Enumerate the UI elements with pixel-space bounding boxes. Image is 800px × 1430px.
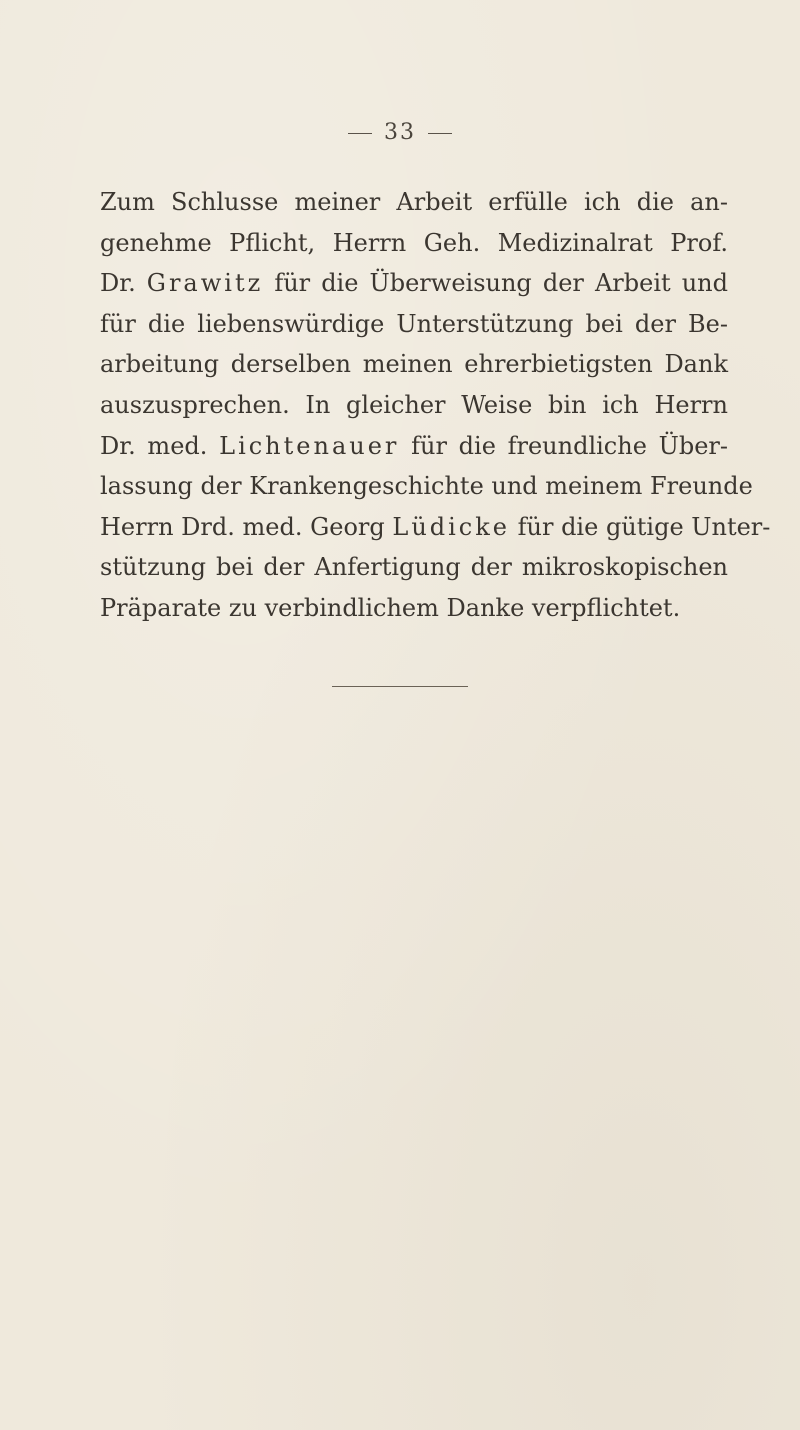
text-line-2: genehme Pflicht, Herrn Geh. Medizinalrat Prof. <box>100 228 728 257</box>
page-number-dash-right <box>428 133 452 134</box>
acknowledgement-paragraph <box>100 182 771 629</box>
name-lichtenauer: Lichtenauer <box>219 431 400 460</box>
section-end-rule <box>332 686 468 687</box>
text-line-1: Zum Schlusse meiner Arbeit erfülle ich die an- <box>100 188 728 216</box>
text-line-5: arbeitung derselben meinen ehrerbietigsten Dank <box>100 350 728 379</box>
text-line-7: Dr. med. Lichtenauer für die freundliche Über- <box>100 431 729 460</box>
page-number-dash-left <box>348 133 372 134</box>
name-grawitz: Grawitz <box>146 269 264 298</box>
text-line-6: auszusprechen. In gleicher Weise bin ich Herrn <box>100 390 728 419</box>
text-line-8: lassung der Krankengeschichte und meinem Freunde <box>100 472 753 501</box>
name-luedicke: Lüdicke <box>392 512 510 541</box>
page-number-value: 33 <box>384 120 416 145</box>
text-line-10: stützung bei der Anfertigung der mikroskopischen <box>100 553 728 582</box>
text-line-11: Präparate zu verbindlichem Danke verpflichtet. <box>100 593 681 622</box>
text-line-9: Herrn Drd. med. Georg Lüdicke für die gütige Unter- <box>100 512 771 541</box>
text-line-4: für die liebenswürdige Unterstützung bei der Be- <box>100 309 728 338</box>
page-number <box>0 120 800 145</box>
text-line-3: Dr. Grawitz für die Überweisung der Arbeit und <box>100 269 728 298</box>
